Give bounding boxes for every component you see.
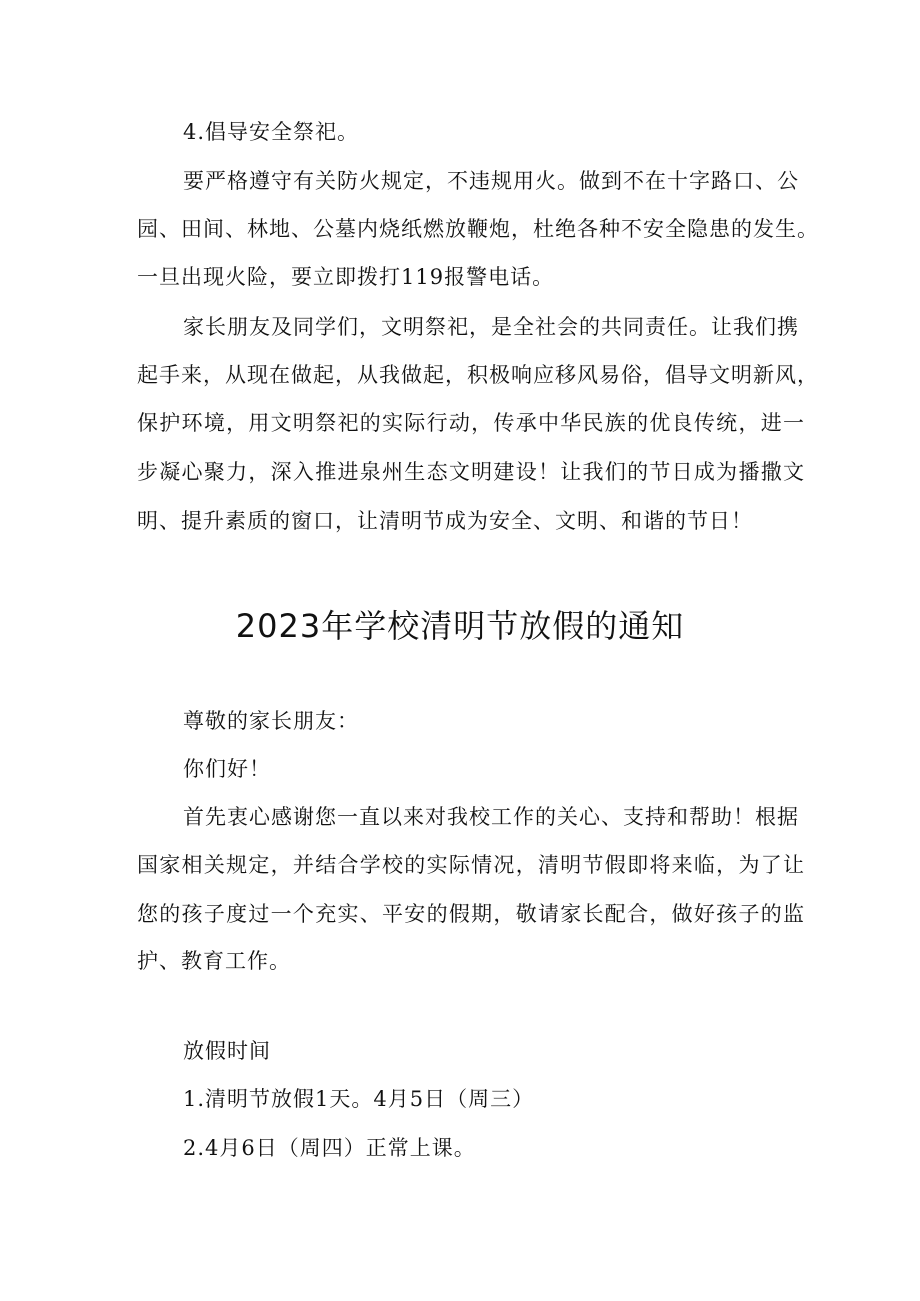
salutation: 尊敬的家长朋友： [183,709,359,733]
fire-para-line-2: 园、田间、林地、公墓内烧纸燃放鞭炮，杜绝各种不安全隐患的发生。 [137,217,819,241]
holiday-item-2: 2.4月6日（周四）正常上课。 [183,1136,476,1160]
closing-para-line-1: 家长朋友及同学们，文明祭祀，是全社会的共同责任。让我们携 [183,315,799,339]
item-4-heading: 4.倡导安全祭祀。 [183,120,360,144]
intro-para-line-1: 首先衷心感谢您一直以来对我校工作的关心、支持和帮助！根据 [183,805,799,829]
closing-para-line-3: 保护环境，用文明祭祀的实际行动，传承中华民族的优良传统，进一 [137,411,805,435]
holiday-heading: 放假时间 [183,1039,271,1063]
intro-para-line-3: 您的孩子度过一个充实、平安的假期，敬请家长配合，做好孩子的监 [137,902,805,926]
notice-title: 2023年学校清明节放假的通知 [235,607,685,645]
greeting: 你们好！ [183,757,271,781]
intro-para-line-4: 护、教育工作。 [137,949,291,973]
fire-para-line-1: 要严格遵守有关防火规定，不违规用火。做到不在十字路口、公 [183,169,799,193]
closing-para-line-2: 起手来，从现在做起，从我做起，积极响应移风易俗，倡导文明新风， [137,363,819,387]
holiday-item-1: 1.清明节放假1天。4月5日（周三） [183,1087,535,1111]
intro-para-line-2: 国家相关规定，并结合学校的实际情况，清明节假即将来临，为了让 [137,853,805,877]
fire-para-line-3: 一旦出现火险，要立即拨打119报警电话。 [137,265,555,289]
closing-para-line-5: 明、提升素质的窗口，让清明节成为安全、文明、和谐的节日！ [137,509,753,533]
closing-para-line-4: 步凝心聚力，深入推进泉州生态文明建设！让我们的节日成为播撒文 [137,460,805,484]
